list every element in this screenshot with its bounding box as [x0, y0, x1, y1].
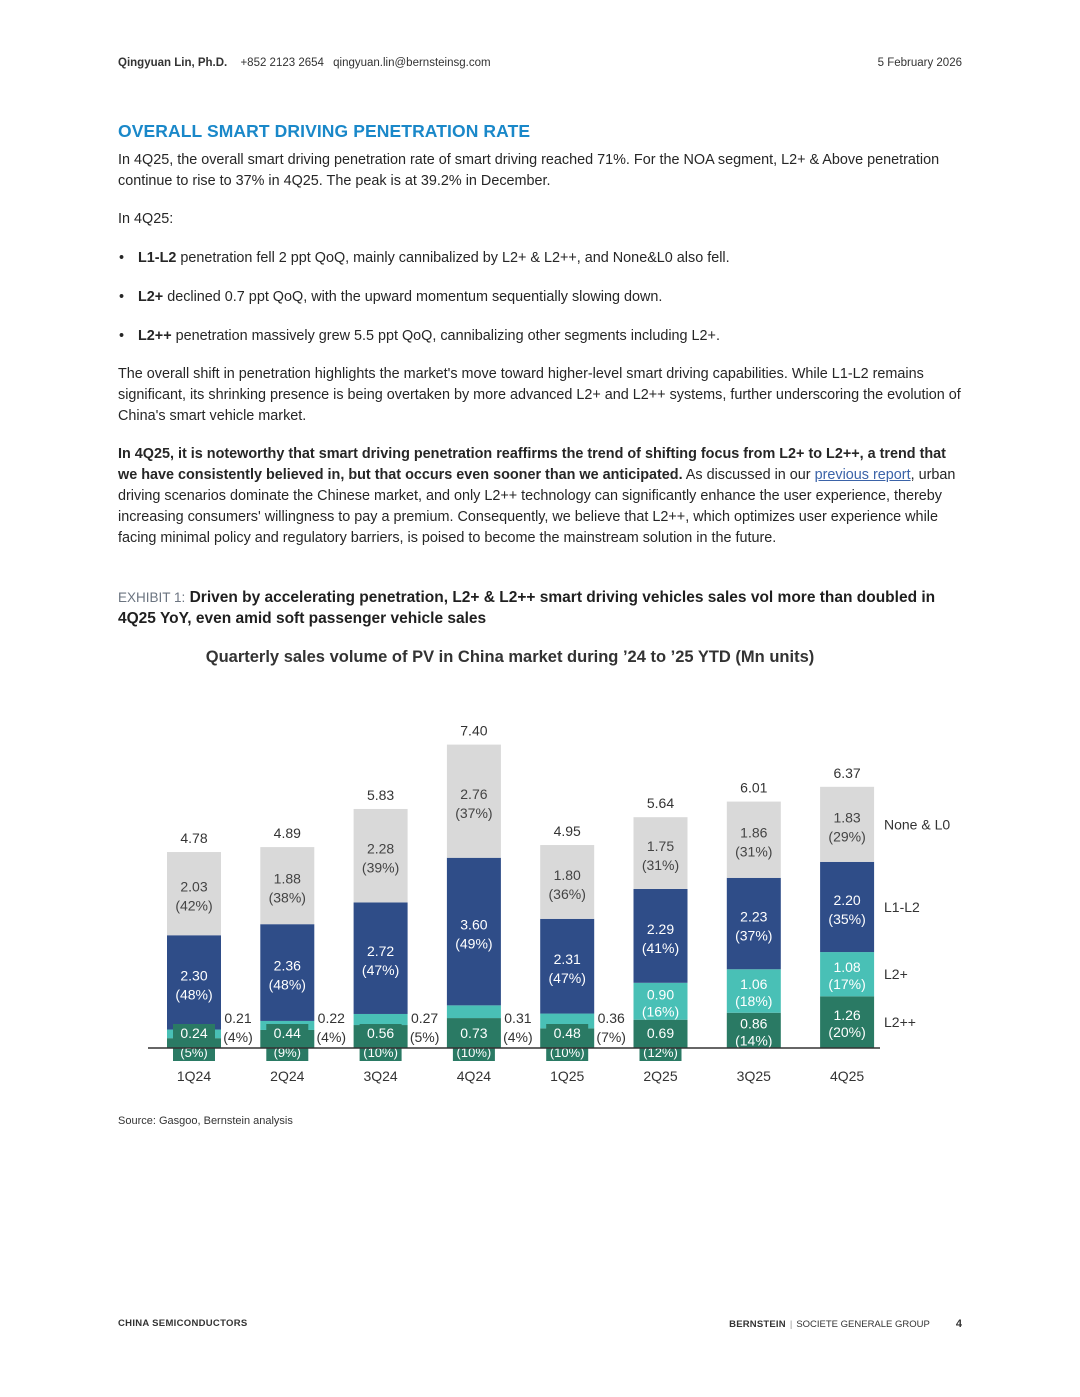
data-label-l1l2-pct: (48%) [175, 986, 213, 1003]
data-label-l1l2-value: 2.23 [740, 908, 768, 925]
data-label-none-l0-pct: (36%) [548, 885, 586, 902]
category-label-2q25: 2Q25 [643, 1068, 678, 1084]
data-label-l2pp-pct: (5%) [180, 1045, 208, 1060]
trend-paragraph: In 4Q25, it is noteworthy that smart driving penetration reaffirms the trend of shifting focus from L2+ to L2++, a trend that we have consistently believed in, but that occurs even sooner than we anticipated. As discussed in our previous report, urban driving scenarios dominate the Chinese market, and only L2++ technology can significantly enhance the user experience, thereby increasing consumers' willingness to pay a premium. Consequently, we believe that L2++, which optimizes user experience while facing minimal policy and regulatory barriers, is poised to become the mainstream solution in the future. [118, 446, 956, 546]
shift-paragraph: The overall shift in penetration highlights the market's move toward higher-level smart driving capabilities. While L1-L2 remains significant, its shrinking presence is being overtaken by more advanced L2+ and L2++ systems, further underscoring the evolution of China's smart vehicle market. [118, 366, 961, 424]
data-label-l2pp-value: 1.26 [833, 1007, 861, 1024]
data-label-none-l0-value: 2.28 [366, 840, 395, 857]
data-label-l1l2-pct: (35%) [828, 910, 866, 927]
data-label-l2plus-value: 0.21 [224, 1010, 252, 1026]
data-label-l2plus-value: 0.22 [317, 1010, 345, 1026]
chart-title: Quarterly sales volume of PV in China market during ’24 to ’25 YTD (Mn units) [205, 648, 815, 666]
data-label-l2pp-value: 0.69 [646, 1025, 675, 1041]
category-label-4q24: 4Q24 [456, 1068, 492, 1084]
data-label-l2plus-pct: (17%) [828, 976, 866, 993]
data-label-none-l0-value: 1.86 [740, 824, 768, 841]
group-name: SOCIETE GENERALE GROUP [796, 1319, 930, 1330]
exhibit-label: EXHIBIT 1: [118, 590, 186, 605]
data-label-none-l0-pct: (38%) [268, 889, 306, 906]
category-label-3q24: 3Q24 [363, 1068, 398, 1084]
data-label-l2pp-value: 0.44 [273, 1025, 301, 1041]
data-label-l2plus-value: 0.31 [504, 1010, 532, 1026]
total-label-3q25: 6.01 [740, 779, 768, 796]
data-label-l2pp-value: 0.56 [366, 1025, 395, 1041]
data-label-l2plus-pct: (4%) [503, 1029, 533, 1045]
legend-l2-: L2++ [884, 1014, 916, 1031]
data-label-l1l2-pct: (41%) [641, 939, 680, 956]
bernstein-logo: BERNSTEIN [729, 1319, 786, 1330]
data-label-l2pp-value: 0.24 [180, 1025, 208, 1041]
category-label-4q25: 4Q25 [829, 1068, 865, 1084]
data-label-l2pp-value: 0.73 [460, 1025, 488, 1041]
data-label-l2plus-pct: (16%) [641, 1003, 680, 1020]
data-label-l2pp-pct: (10%) [363, 1045, 398, 1060]
total-label-4q24: 7.40 [460, 722, 488, 739]
intro-paragraph: In 4Q25, the overall smart driving penetration rate of smart driving reached 71%. For the NOA segment, L2+ & Above penetration continue to rise to 37% in 4Q25. The peak is at 39.2% in December. [118, 152, 940, 189]
data-label-l2pp-pct: (12%) [643, 1045, 678, 1060]
section-title: OVERALL SMART DRIVING PENETRATION RATE [118, 121, 531, 141]
data-label-none-l0-pct: (31%) [735, 843, 773, 860]
data-label-l1l2-value: 2.36 [273, 957, 301, 974]
data-label-none-l0-value: 1.88 [273, 870, 301, 887]
bar-segment-l2--4q24 [447, 1005, 501, 1018]
total-label-2q24: 4.89 [273, 825, 301, 842]
total-label-1q24: 4.78 [180, 830, 208, 847]
category-label-1q24: 1Q24 [176, 1068, 212, 1084]
data-label-l2pp-value: 0.86 [740, 1015, 768, 1032]
category-label-2q24: 2Q24 [270, 1068, 305, 1084]
data-label-l1l2-pct: (48%) [268, 976, 306, 993]
data-label-l2pp-pct: (10%) [549, 1045, 585, 1060]
data-label-none-l0-pct: (42%) [175, 897, 213, 914]
data-label-l2plus-pct: (18%) [735, 993, 773, 1010]
data-label-none-l0-pct: (37%) [455, 805, 493, 822]
data-label-l2pp-pct: (20%) [828, 1024, 866, 1041]
data-label-l2pp-value: 0.48 [553, 1025, 581, 1041]
total-label-4q25: 6.37 [833, 764, 861, 781]
data-label-none-l0-value: 2.03 [180, 878, 208, 895]
data-label-l2pp-pct: (10%) [456, 1045, 492, 1060]
data-label-l1l2-value: 2.20 [833, 891, 861, 908]
data-label-none-l0-pct: (29%) [828, 828, 866, 845]
category-label-3q25: 3Q25 [736, 1068, 771, 1084]
total-label-2q25: 5.64 [646, 795, 675, 812]
author-email[interactable]: qingyuan.lin@bernsteinsg.com [333, 57, 491, 69]
data-label-l1l2-pct: (49%) [455, 935, 493, 952]
total-label-3q24: 5.83 [366, 786, 395, 803]
exhibit-title: Driven by accelerating penetration, L2+ & L2++ smart driving vehicles sales vol more than doubled in 4Q25 YoY, even amid soft passenger vehicle sales [118, 589, 936, 627]
subhead-4q25: In 4Q25: [118, 211, 174, 227]
data-label-l2pp-pct: (14%) [735, 1032, 773, 1049]
data-label-l2plus-value: 0.36 [597, 1010, 625, 1026]
data-label-l2plus-pct: (4%) [223, 1029, 253, 1045]
footer-sector: CHINA SEMICONDUCTORS [118, 1318, 248, 1329]
trend-highlight: In 4Q25, it is noteworthy that smart driving penetration reaffirms the trend of shifting focus from L2+ to L2++, a trend that we have consistently believed in, but that occurs even sooner than we anticipated. [118, 446, 946, 483]
data-label-l2plus-pct: (4%) [316, 1029, 347, 1045]
report-date: 5 February 2026 [877, 57, 962, 69]
previous-report-link[interactable]: previous report [814, 467, 911, 483]
footer-brand: BERNSTEIN | SOCIETE GENERALE GROUP 4 [729, 1318, 962, 1330]
data-label-l2pp-pct: (9%) [273, 1045, 302, 1060]
data-label-l2plus-value: 1.08 [833, 959, 861, 976]
legend-none-l0: None & L0 [884, 816, 951, 833]
data-label-none-l0-value: 1.75 [646, 838, 675, 855]
bar-segment-l2--3q24 [354, 1014, 408, 1025]
data-label-none-l0-pct: (31%) [641, 857, 680, 874]
data-label-l2plus-pct: (7%) [596, 1029, 626, 1045]
data-label-l1l2-pct: (47%) [361, 962, 400, 979]
stacked-bar-chart [0, 690, 1080, 1100]
author-name: Qingyuan Lin, Ph.D. [118, 57, 228, 69]
legend-l1-l2: L1-L2 [884, 898, 920, 915]
data-label-l2plus-pct: (5%) [409, 1029, 440, 1045]
data-label-none-l0-pct: (39%) [361, 859, 400, 876]
legend-l2-: L2+ [884, 966, 908, 983]
data-label-l1l2-value: 2.31 [553, 951, 581, 968]
data-label-l1l2-value: 3.60 [460, 916, 488, 933]
data-label-none-l0-value: 2.76 [460, 786, 488, 803]
data-label-l2plus-value: 0.90 [646, 986, 675, 1003]
data-label-l2plus-value: 0.27 [410, 1010, 439, 1026]
author-phone: +852 2123 2654 [240, 57, 324, 69]
data-label-l1l2-value: 2.29 [646, 920, 675, 937]
page-number: 4 [955, 1318, 962, 1330]
exhibit-caption [118, 587, 964, 629]
data-label-l1l2-pct: (47%) [548, 970, 586, 987]
category-label-1q25: 1Q25 [550, 1068, 585, 1084]
data-label-l2plus-value: 1.06 [740, 976, 768, 993]
page-header [118, 57, 962, 69]
source-note: Source: Gasgoo, Bernstein analysis [118, 1115, 293, 1127]
data-label-l1l2-value: 2.72 [366, 943, 395, 960]
data-label-none-l0-value: 1.83 [833, 809, 861, 826]
bullet-l2-plus: • L2+ declined 0.7 ppt QoQ, with the upward momentum sequentially slowing down. [118, 287, 964, 308]
data-label-l1l2-pct: (37%) [735, 927, 773, 944]
bullet-list [118, 248, 964, 365]
bullet-l2-plus-plus: • L2++ penetration massively grew 5.5 ppt QoQ, cannibalizing other segments including L2+. [118, 326, 964, 347]
data-label-l1l2-value: 2.30 [180, 967, 208, 984]
bullet-l1-l2: • L1-L2 penetration fell 2 ppt QoQ, mainly cannibalized by L2+ & L2++, and None&L0 also fell. [118, 248, 964, 269]
total-label-1q25: 4.95 [553, 823, 581, 840]
data-label-none-l0-value: 1.80 [553, 866, 581, 883]
